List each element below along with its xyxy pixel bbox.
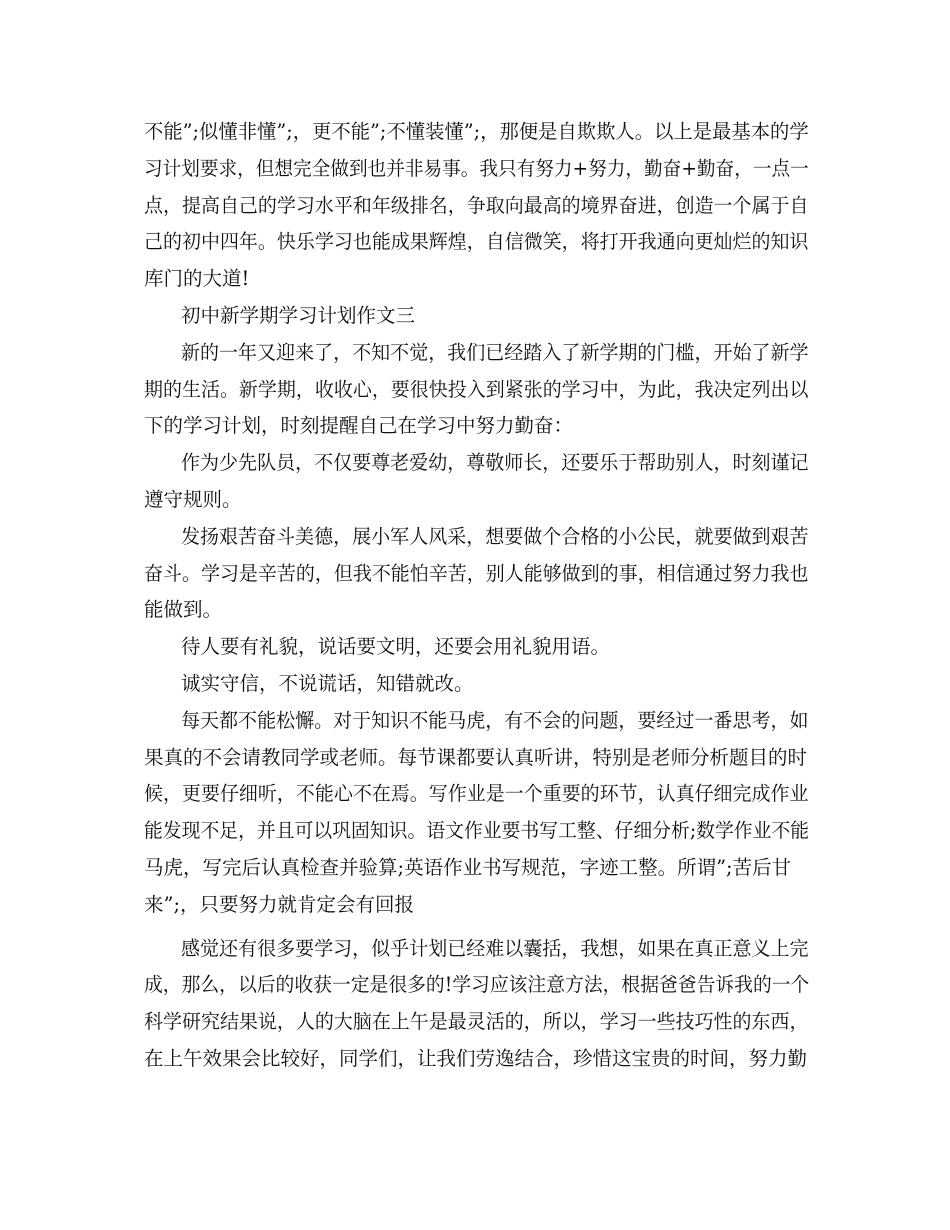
document-body-text: [144, 114, 809, 1078]
text-line: 不能”;似懂非懂”;，更不能”;不懂装懂”;，那便是自欺欺人。以上是最基本的学: [144, 120, 809, 143]
text-line: 感觉还有很多要学习，似乎计划已经难以囊括，我想，如果在真正意义上完: [181, 936, 809, 960]
text-line: 果真的不会请教同学或老师。每节课都要认真听讲，特别是老师分析题目的时: [144, 745, 808, 769]
text-line: 成，那么，以后的收获一定是很多的!学习应该注意方法，根据爸爸告诉我的一个: [144, 973, 810, 997]
text-line: 每天都不能松懈。对于知识不能马虎，有不会的问题，要经过一番思考，如: [181, 708, 809, 732]
text-line: 能做到。: [144, 598, 223, 622]
text-line: 候，更要仔细听，不能心不在焉。写作业是一个重要的环节，认真仔细完成作业: [144, 782, 809, 806]
text-line: 待人要有礼貌，说话要文明，还要会用礼貌用语。: [181, 635, 611, 659]
text-line: 习计划要求，但想完全做到也并非易事。我只有努力+努力，勤奋+勤奋，一点一: [144, 156, 809, 180]
line-gap: [144, 924, 809, 931]
text-line: 诚实守信，不说谎话，知错就改。: [181, 671, 474, 695]
text-line: 奋斗。学习是辛苦的，但我不能怕辛苦，别人能够做到的事，相信通过努力我也: [144, 561, 809, 585]
text-line: 马虎，写完后认真检查并验算;英语作业书写规范，字迹工整。所谓”;苦后甘: [144, 855, 792, 879]
text-line: 遵守规则。: [144, 487, 242, 511]
text-line: 期的生活。新学期，收收心，要很快投入到紧张的学习中，为此，我决定列出以: [144, 377, 809, 401]
text-line: 点，提高自己的学习水平和年级排名，争取向最高的境界奋进，创造一个属于自: [144, 193, 809, 217]
text-line: 能发现不足，并且可以巩固知识。语文作业要书写工整、仔细分析;数学作业不能: [144, 819, 810, 843]
text-line: 发扬艰苦奋斗美德，展小军人风采，想要做个合格的小公民，就要做到艰苦: [181, 524, 809, 548]
text-line: 下的学习计划，时刻提醒自己在学习中努力勤奋：: [144, 414, 574, 438]
text-line: 初中新学期学习计划作文三: [181, 303, 416, 327]
text-line: 作为少先队员，不仅要尊老爱幼，尊敬师长，还要乐于帮助别人，时刻谨记: [181, 451, 809, 475]
text-line: 来”;，只要努力就肯定会有回报: [144, 892, 415, 916]
text-line: 科学研究结果说，人的大脑在上午是最灵活的，所以，学习一些技巧性的东西，: [144, 1010, 809, 1034]
text-line: 库门的大道!: [144, 267, 250, 291]
text-line: 新的一年又迎来了，不知不觉，我们已经踏入了新学期的门槛，开始了新学: [181, 340, 809, 364]
text-line: 在上午效果会比较好，同学们，让我们劳逸结合，珍惜这宝贵的时间，努力勤: [144, 1046, 808, 1070]
text-line: 己的初中四年。快乐学习也能成果辉煌，自信微笑，将打开我通向更灿烂的知识: [144, 230, 809, 254]
